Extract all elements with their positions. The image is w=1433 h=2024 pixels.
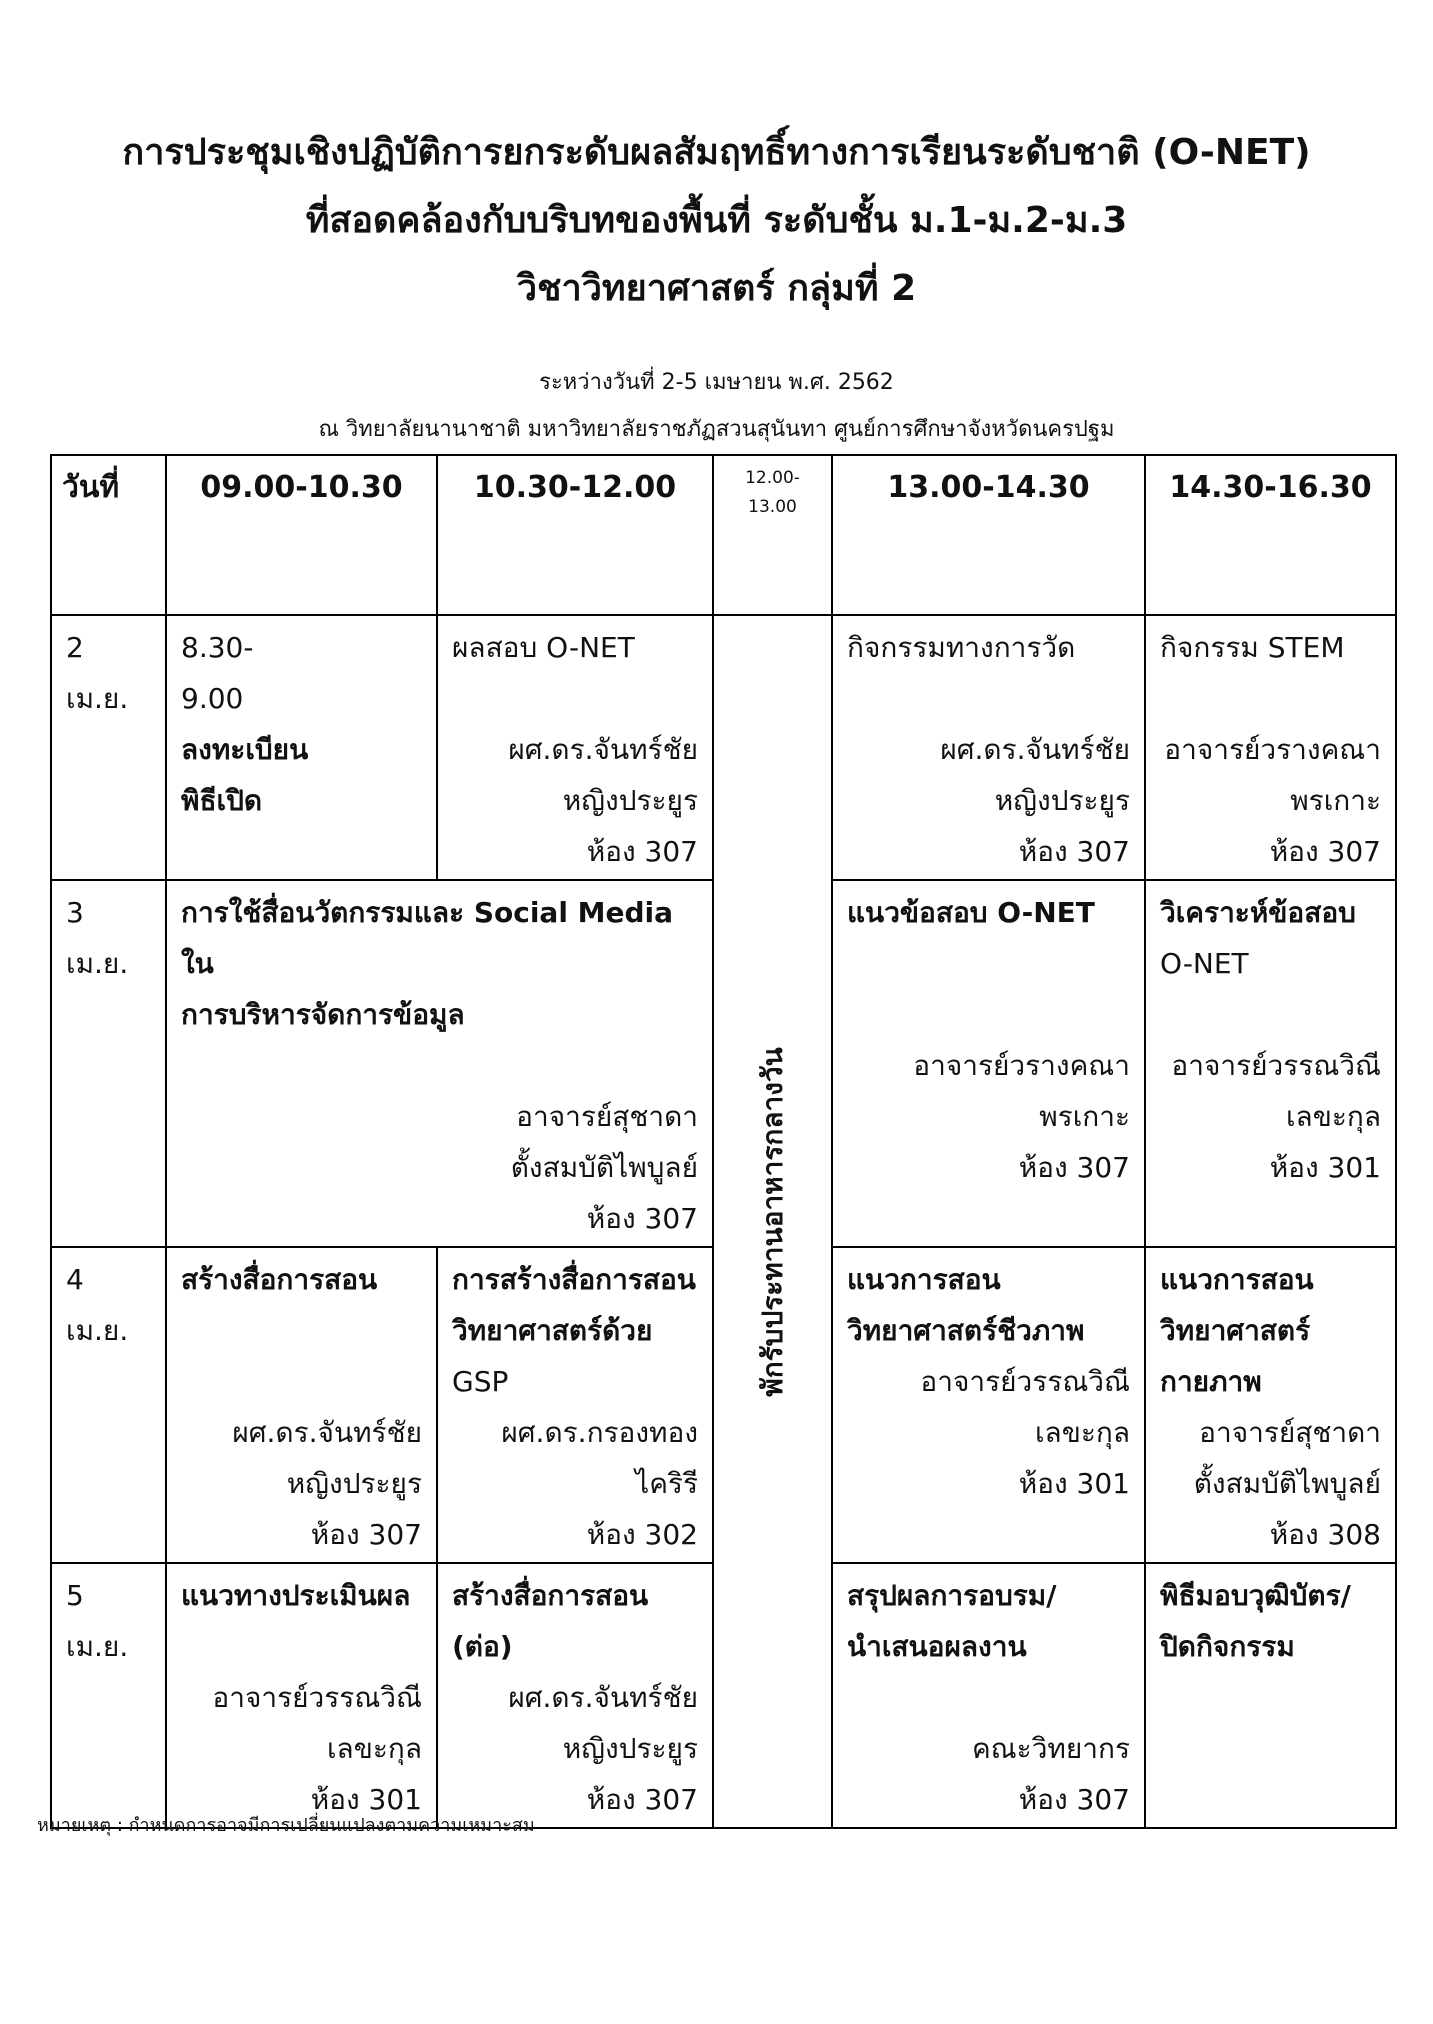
session-cell: แนวการสอน วิทยาศาสตร์ กายภาพ อาจารย์สุชาดา ตั้งสมบัติไพบูลย์ ห้อง 308 (1145, 1247, 1396, 1563)
session-cell: การสร้างสื่อการสอน วิทยาศาสตร์ด้วย GSP ผศ.ดร.กรองทอง ไคริรี ห้อง 302 (437, 1247, 713, 1563)
header-slot-4: 14.30-16.30 (1145, 455, 1396, 615)
session-cell: ผลสอบ O-NET ผศ.ดร.จันทร์ชัย หญิงประยูร ห้อง 307 (437, 615, 713, 880)
day-cell: 3 เม.ย. (51, 880, 166, 1247)
title-line-2: ที่สอดคล้องกับบริบทของพื้นที่ ระดับชั้น ม.1-ม.2-ม.3 (305, 200, 1128, 241)
title-line-1: การประชุมเชิงปฏิบัติการยกระดับผลสัมฤทธิ์ทางการเรียนระดับชาติ (O-NET) (122, 132, 1311, 173)
header-row (51, 455, 1396, 615)
header-slot-3: 13.00-14.30 (832, 455, 1145, 615)
session-cell: กิจกรรม STEM อาจารย์วรางคณา พรเกาะ ห้อง 307 (1145, 615, 1396, 880)
header-day: วันที่ (51, 455, 166, 615)
session-cell: แนวการสอน วิทยาศาสตร์ชีวภาพ อาจารย์วรรณวิณี เลขะกุล ห้อง 301 (832, 1247, 1145, 1563)
schedule-table (50, 454, 1397, 1829)
header-lunch: 12.00- 13.00 (713, 455, 832, 615)
session-cell: วิเคราะห์ข้อสอบ O-NET อาจารย์วรรณวิณี เลขะกุล ห้อง 301 (1145, 880, 1396, 1247)
lunch-break-label: พักรับประทานอาหารกลางวัน (755, 1046, 789, 1397)
subtitle-dates: ระหว่างวันที่ 2-5 เมษายน พ.ศ. 2562 (539, 370, 894, 395)
session-cell: พิธีมอบวุฒิบัตร/ ปิดกิจกรรม (1145, 1563, 1396, 1828)
footnote: หมายเหตุ : กำหนดการอาจมีการเปลี่ยนแปลงตามความเหมาะสม (37, 1815, 535, 1836)
session-cell: สร้างสื่อการสอน (ต่อ) ผศ.ดร.จันทร์ชัย หญิงประยูร ห้อง 307 (437, 1563, 713, 1828)
session-cell: แนวทางประเมินผล อาจารย์วรรณวิณี เลขะกุล ห้อง 301 (166, 1563, 437, 1828)
session-cell: กิจกรรมทางการวัด ผศ.ดร.จันทร์ชัย หญิงประยูร ห้อง 307 (832, 615, 1145, 880)
session-cell: 8.30- 9.00 ลงทะเบียน พิธีเปิด (166, 615, 437, 880)
session-cell: แนวข้อสอบ O-NET อาจารย์วรางคณา พรเกาะ ห้อง 307 (832, 880, 1145, 1247)
lunch-break-cell (713, 615, 832, 1828)
title-line-3: วิชาวิทยาศาสตร์ กลุ่มที่ 2 (516, 268, 917, 309)
session-cell: สรุปผลการอบรม/ นำเสนอผลงาน คณะวิทยากร ห้อง 307 (832, 1563, 1145, 1828)
header-slot-2: 10.30-12.00 (437, 455, 713, 615)
session-cell: สร้างสื่อการสอน ผศ.ดร.จันทร์ชัย หญิงประยูร ห้อง 307 (166, 1247, 437, 1563)
header-slot-1: 09.00-10.30 (166, 455, 437, 615)
subtitle-venue: ณ วิทยาลัยนานาชาติ มหาวิทยาลัยราชภัฏสวนสุนันทา ศูนย์การศึกษาจังหวัดนครปฐม (318, 417, 1115, 442)
day-cell: 2 เม.ย. (51, 615, 166, 880)
table-row (51, 615, 1396, 880)
day-cell: 4 เม.ย. (51, 1247, 166, 1563)
day-cell: 5 เม.ย. (51, 1563, 166, 1828)
session-cell: การใช้สื่อนวัตกรรมและ Social Media ใน การบริหารจัดการข้อมูล อาจารย์สุชาดา ตั้งสมบัติไพบูลย์ ห้อง 307 (166, 880, 713, 1247)
